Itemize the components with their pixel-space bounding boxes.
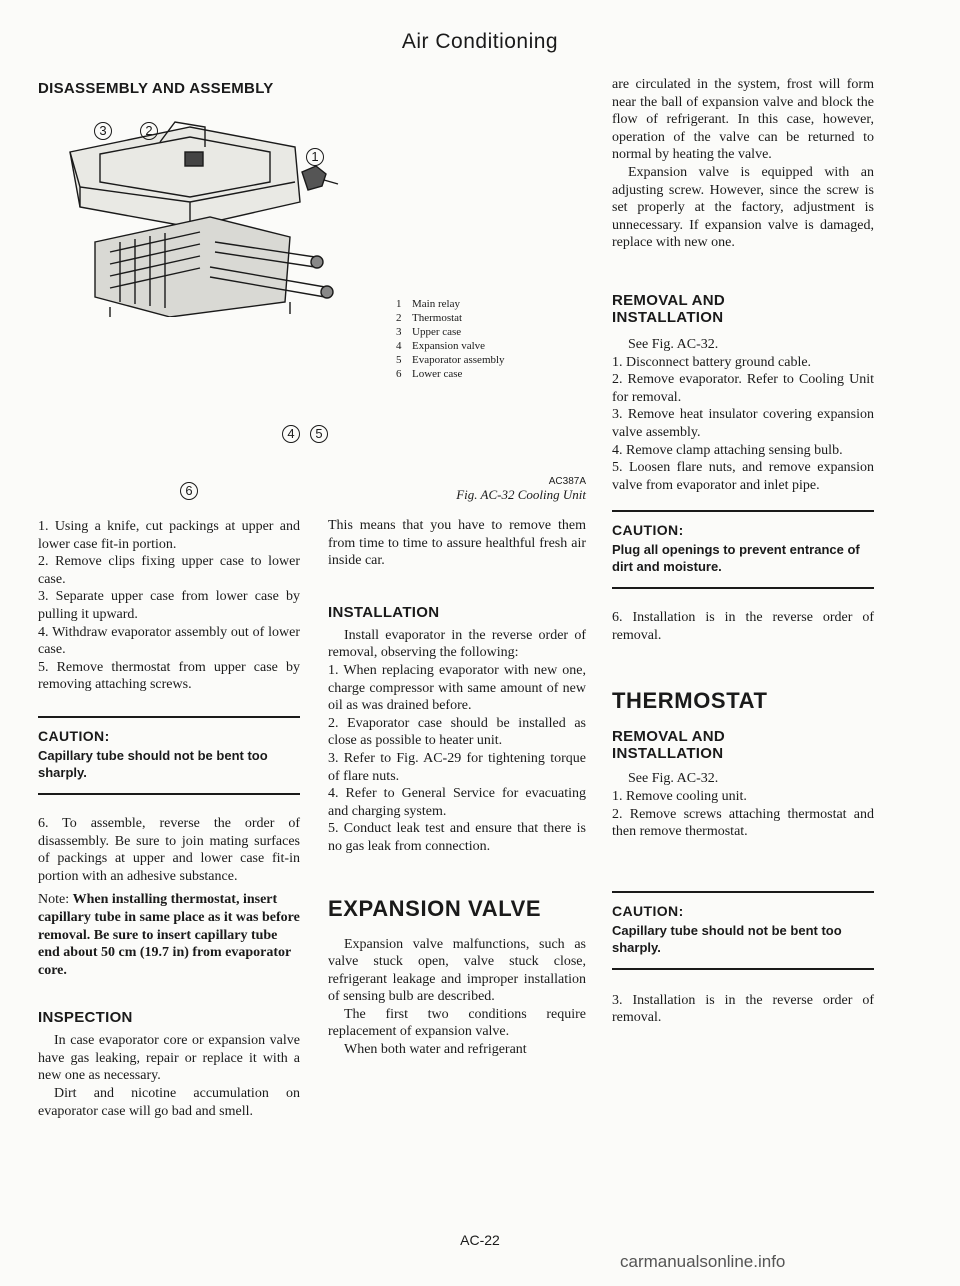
page-header: Air Conditioning bbox=[401, 30, 559, 53]
paragraph: are circulated in the system, frost will form near the ball of expansion valve and block the flow of refrigerant. In this case, however, operation of the valve can be returned to normal by heating the valve. bbox=[612, 77, 874, 163]
caution-box: CAUTION: Capillary tube should not be bent too sharply. bbox=[38, 716, 300, 795]
step: 1. When replacing evaporator with new one, charge compressor with same amount of new oil as was drained before. bbox=[328, 662, 586, 714]
legend-item: 4 Expansion valve bbox=[396, 340, 486, 352]
callout-5: 5 bbox=[310, 425, 328, 443]
section-title-expansion-valve: EXPANSION VALVE bbox=[328, 895, 542, 921]
paragraph: In case evaporator core or expansion valve have gas leaking, repair or replace it with a new one as necessary. bbox=[38, 1033, 300, 1084]
step: 2. Remove evaporator. Refer to Cooling Unit for removal. bbox=[612, 372, 874, 405]
step: 6. Installation is in the reverse order of removal. bbox=[612, 610, 874, 643]
step: 4. Remove clamp attaching sensing bulb. bbox=[612, 442, 843, 458]
note: Note: When installing thermostat, insert capillary tube in same place as it was before removal. Be sure to insert capillary tube end about 50 cm (19.7 in) from evaporator core. bbox=[38, 892, 300, 978]
figure-legend bbox=[396, 297, 596, 381]
paragraph: Expansion valve is equipped with an adjusting screw. However, since the screw is set properly at the factory, adjustment is unnecessary. If expansion valve is damaged, replace with new one. bbox=[612, 164, 874, 251]
watermark: carmanualsonline.info bbox=[620, 1252, 786, 1271]
step: 5. Remove thermostat from upper case by removing attaching screws. bbox=[38, 659, 300, 693]
step: 2. Remove clips fixing upper case to lower case. bbox=[38, 554, 300, 587]
paragraph: Dirt and nicotine accumulation on evaporator case will go bad and smell. bbox=[38, 1086, 300, 1119]
column-3 bbox=[612, 76, 874, 1027]
step: 3. Refer to Fig. AC-29 for tightening torque of flare nuts. bbox=[328, 750, 586, 784]
paragraph: Install evaporator in the reverse order of removal, observing the following: bbox=[328, 627, 586, 661]
section-title-inspection: INSPECTION bbox=[38, 1009, 133, 1027]
paragraph: This means that you have to remove them from time to time to assure healthful fresh air inside car. bbox=[328, 518, 586, 569]
step: 6. To assemble, reverse the order of disassembly. Be sure to join mating surfaces of packings at upper and lower case fit-in portion with an adhesive substance. bbox=[38, 815, 300, 884]
step: 3. Separate upper case from lower case by pulling it upward. bbox=[38, 589, 300, 622]
paragraph: The first two conditions require replacement of expansion valve. bbox=[328, 1006, 586, 1040]
section-title-thermostat: THERMOSTAT bbox=[612, 688, 768, 714]
section-title-removal-installation: REMOVAL AND INSTALLATION bbox=[612, 728, 726, 763]
step: 2. Evaporator case should be installed as close as possible to heater unit. bbox=[328, 715, 586, 749]
figure-code: AC387A bbox=[548, 476, 586, 487]
paragraph: See Fig. AC-32. bbox=[628, 336, 719, 352]
legend-item: 3 Upper case bbox=[396, 326, 462, 338]
legend-item: 2 Thermostat bbox=[396, 312, 463, 324]
step: 3. Remove heat insulator covering expansion valve assembly. bbox=[612, 407, 874, 440]
caution-box: CAUTION: Plug all openings to prevent entrance of dirt and moisture. bbox=[612, 510, 874, 589]
column-1 bbox=[38, 80, 300, 103]
callout-6: 6 bbox=[180, 482, 198, 500]
column-2 bbox=[328, 476, 586, 1059]
step: 4. Withdraw evaporator assembly out of lower case. bbox=[38, 624, 300, 658]
legend-item: 6 Lower case bbox=[396, 368, 463, 380]
step: 1. Disconnect battery ground cable. bbox=[612, 354, 812, 370]
step: 1. Using a knife, cut packings at upper and lower case fit-in portion. bbox=[38, 519, 300, 552]
step: 1. Remove cooling unit. bbox=[612, 789, 747, 805]
section-title-installation: INSTALLATION bbox=[328, 603, 440, 621]
page-number: AC-22 bbox=[460, 1232, 500, 1248]
caution-box: CAUTION: Capillary tube should not be bent too sharply. bbox=[612, 891, 874, 970]
callout-3: 3 bbox=[94, 122, 112, 140]
step: 4. Refer to General Service for evacuating and charging system. bbox=[328, 786, 586, 819]
callout-2: 2 bbox=[140, 122, 158, 140]
step: 2. Remove screws attaching thermostat and then remove thermostat. bbox=[612, 806, 874, 840]
callout-4: 4 bbox=[282, 425, 300, 443]
section-title-disassembly: DISASSEMBLY AND ASSEMBLY bbox=[38, 80, 274, 97]
callout-1: 1 bbox=[306, 148, 324, 166]
section-title-removal: REMOVAL AND INSTALLATION bbox=[612, 291, 726, 326]
step: 5. Loosen flare nuts, and remove expansion valve from evaporator and inlet pipe. bbox=[612, 460, 874, 493]
paragraph: Expansion valve malfunctions, such as valve stuck open, valve stuck close, refrigerant leakage and improper installation of sensing bulb are described. bbox=[328, 936, 586, 1005]
cooling-unit-diagram bbox=[40, 92, 340, 317]
step: 5. Conduct leak test and ensure that there is no gas leak from connection. bbox=[328, 821, 586, 854]
legend-item: 1 Main relay bbox=[396, 298, 460, 310]
paragraph: When both water and refrigerant bbox=[344, 1042, 527, 1058]
paragraph: See Fig. AC-32. bbox=[628, 771, 719, 787]
step: 3. Installation is in the reverse order of removal. bbox=[612, 992, 874, 1026]
legend-item: 5 Evaporator assembly bbox=[396, 354, 505, 366]
figure-caption: Fig. AC-32 Cooling Unit bbox=[456, 487, 586, 502]
column-1-body bbox=[38, 518, 300, 1120]
